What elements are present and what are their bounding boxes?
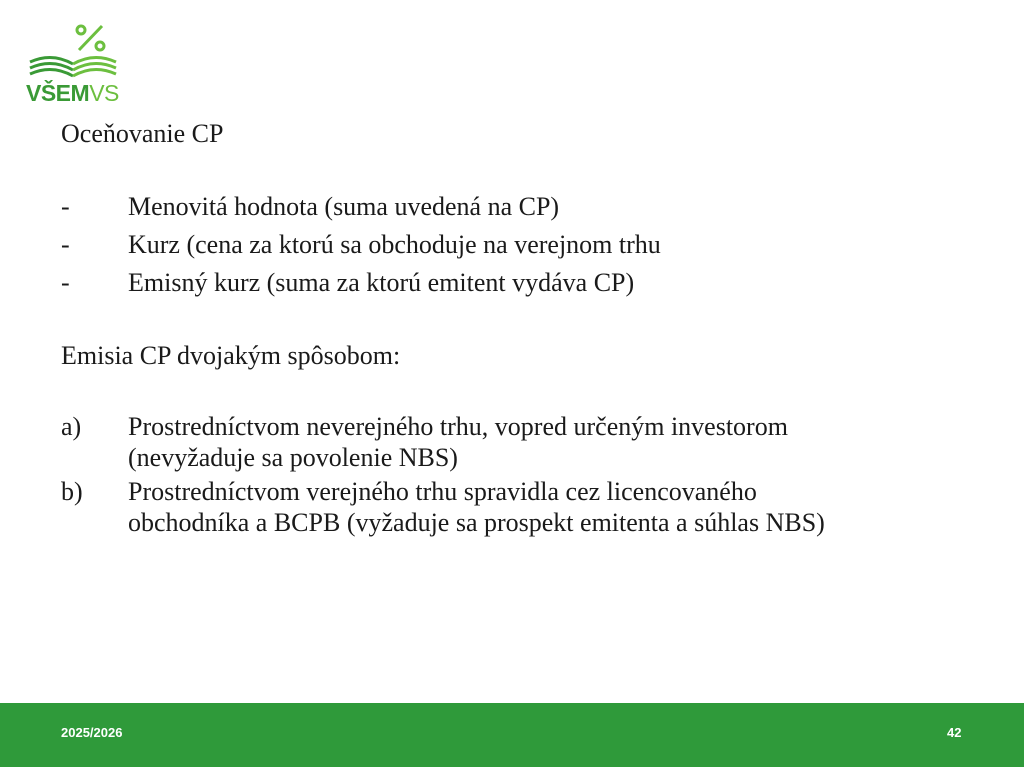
list-item-text-line2: obchodníka a BCPB (vyžaduje sa prospekt emitenta a súhlas NBS)	[128, 508, 825, 537]
footer-year: 2025/2026	[61, 725, 123, 740]
list-marker: -	[61, 268, 70, 297]
list-item-text: Menovitá hodnota (suma uvedená na CP)	[128, 192, 560, 221]
footer-bar	[0, 703, 1024, 767]
list-item-text: Emisný kurz (suma za ktorú emitent vydáva CP)	[128, 268, 635, 297]
list-item	[61, 265, 991, 301]
list-item	[61, 189, 991, 225]
list-item-text-line2: (nevyžaduje sa povolenie NBS)	[128, 443, 458, 472]
logo-wordmark	[26, 80, 119, 107]
slide-content	[61, 116, 991, 541]
heading-valuation: Oceňovanie CP	[61, 119, 224, 148]
emission-list	[61, 411, 991, 538]
logo	[24, 24, 124, 106]
list-item-text-line1: Prostredníctvom verejného trhu spravidla cez licencovaného	[128, 477, 757, 506]
list-marker: -	[61, 230, 70, 259]
list-item-text-line1: Prostredníctvom neverejného trhu, vopred určeným investorom	[128, 412, 788, 441]
list-item	[61, 411, 991, 473]
valuation-list	[61, 189, 991, 301]
list-marker: -	[61, 192, 70, 221]
list-item	[61, 227, 991, 263]
list-item-text: Kurz (cena za ktorú sa obchoduje na verejnom trhu	[128, 230, 661, 259]
list-marker: b)	[61, 477, 83, 506]
logo-text-part2: VS	[89, 80, 119, 106]
list-item	[61, 476, 991, 538]
heading-emission: Emisia CP dvojakým spôsobom:	[61, 341, 401, 370]
list-marker: a)	[61, 412, 82, 441]
logo-text-part1: VŠEM	[26, 80, 90, 106]
page-number: 42	[947, 725, 962, 740]
book-percent-icon	[24, 24, 124, 84]
